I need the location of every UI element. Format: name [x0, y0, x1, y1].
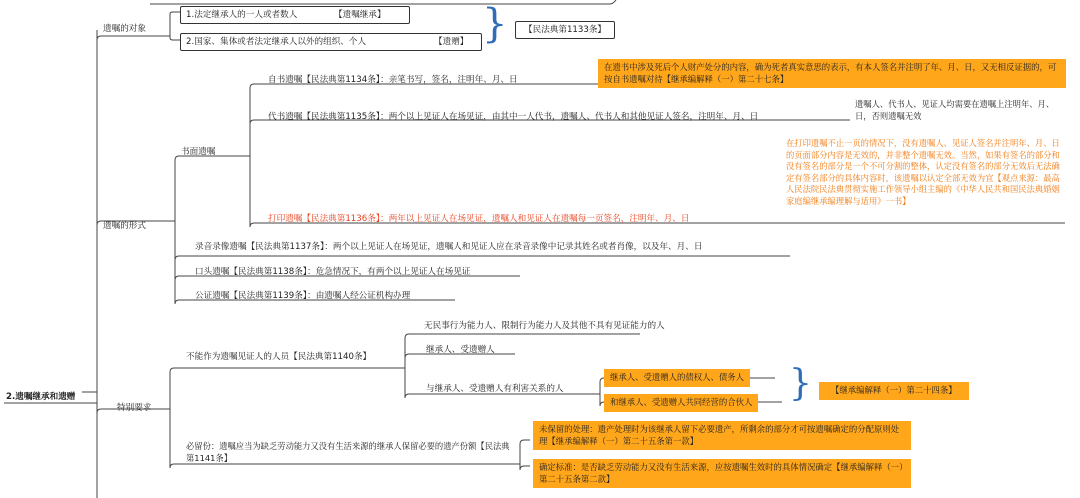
object-item-org	[180, 33, 482, 51]
interest-item-creditor: 继承人、受遗赠人的债权人、债务人	[604, 369, 750, 387]
reserved-share-note-unreserved: 未保留的处理：遗产处理时为该继承人留下必要遗产，所剩余的部分才可按遗嘱确定的分配原则处理【继承编解释（一）第二十五条第一款】	[533, 421, 911, 450]
object-item-heir-tag: 【遗嘱继承】	[334, 10, 386, 20]
audio-video-will: 录音录像遗嘱【民法典第1137条】：两个以上见证人在场见证，遗嘱人和见证人应在录音录像中记录其姓名或者肖像，以及年、月、日	[195, 242, 703, 252]
object-item-heir-text: 1.法定继承人的一人或者数人	[186, 10, 298, 20]
reserved-share-label: 必留份：遗嘱应当为缺乏劳动能力又没有生活来源的继承人保留必要的遗产份额【民法典第1141条】	[186, 441, 510, 463]
branch-object-label: 遗嘱的对象	[103, 24, 146, 34]
witness-item-heirs: 继承人、受遗赠人	[426, 345, 495, 355]
object-item-heir	[180, 6, 410, 24]
oral-will: 口头遗嘱【民法典第1138条】：危急情况下，有两个以上见证人在场见证	[195, 267, 471, 277]
witness-exclusion-label: 不能作为遗嘱见证人的人员【民法典第1140条】	[186, 352, 372, 362]
interest-item-partner: 和继承人、受遗赠人共同经营的合伙人	[604, 394, 758, 412]
reserved-share-note-standard: 确定标准：是否缺乏劳动能力又没有生活来源，应按遗嘱生效时的具体情况确定【继承编解释（一）第二十五条第二款】	[533, 459, 911, 488]
proxy-will-note: 遗嘱人、代书人、见证人均需要在遗嘱上注明年、月、日，否则遗嘱无效	[855, 99, 1055, 121]
object-item-org-text: 2.国家、集体或者法定继承人以外的组织、个人	[186, 37, 367, 47]
branch-form-label: 遗嘱的形式	[103, 221, 146, 231]
self-written-will: 自书遗嘱【民法典第1134条】：亲笔书写，签名，注明年、月、日	[268, 75, 518, 85]
written-will-label: 书面遗嘱	[181, 147, 216, 157]
object-brace-icon: }	[482, 1, 508, 47]
notarized-will: 公证遗嘱【民法典第1139条】：由遗嘱人经公证机构办理	[195, 291, 411, 301]
printed-will-note: 在打印遗嘱不止一页的情况下，没有遗嘱人、见证人签名并注明年、月、日的页面部分内容是无效的，并非整个遗嘱无效。当然，如果有签名的部分和没有签名的部分是一个不可分割的整体，认定没有签名的部分无效后无法确定有签名部分的具体内容时，该遗嘱以认定全部无效为宜【观点来源：最高人民法院民法典贯彻实施工作领导小组主编的《中华人民共和国民法典婚姻家庭编继承编理解与适用》一书】	[786, 138, 1060, 206]
interest-law-box: 【继承编解释（一）第二十四条】	[819, 382, 969, 400]
self-written-note: 在遗书中涉及死后个人财产处分的内容，确为死者真实意思的表示，有本人签名并注明了年、月、日，又无相反证据的，可按自书遗嘱对待【继承编解释（一）第二十七条】	[598, 59, 1066, 88]
witness-interest-label: 与继承人、受遗赠人有利害关系的人	[426, 384, 564, 394]
branch-special-label: 特别要求	[117, 403, 152, 413]
object-law-box: 【民法典第1133条】	[515, 21, 615, 39]
witness-item-incapable: 无民事行为能力人、限制行为能力人及其他不具有见证能力的人	[424, 321, 665, 331]
root-node: 2.遗嘱继承和遗赠	[6, 392, 76, 402]
interest-brace-icon: }	[789, 363, 812, 404]
printed-will: 打印遗嘱【民法典第1136条】：两年以上见证人在场见证，遗嘱人和见证人在遗嘱每一页签名，注明年、月、日	[268, 214, 690, 224]
proxy-will: 代书遗嘱【民法典第1135条】：两个以上见证人在场见证，由其中一人代书，遗嘱人、代书人和其他见证人签名，注明年、月、日	[268, 112, 759, 122]
object-item-org-tag: 【遗赠】	[434, 37, 469, 47]
